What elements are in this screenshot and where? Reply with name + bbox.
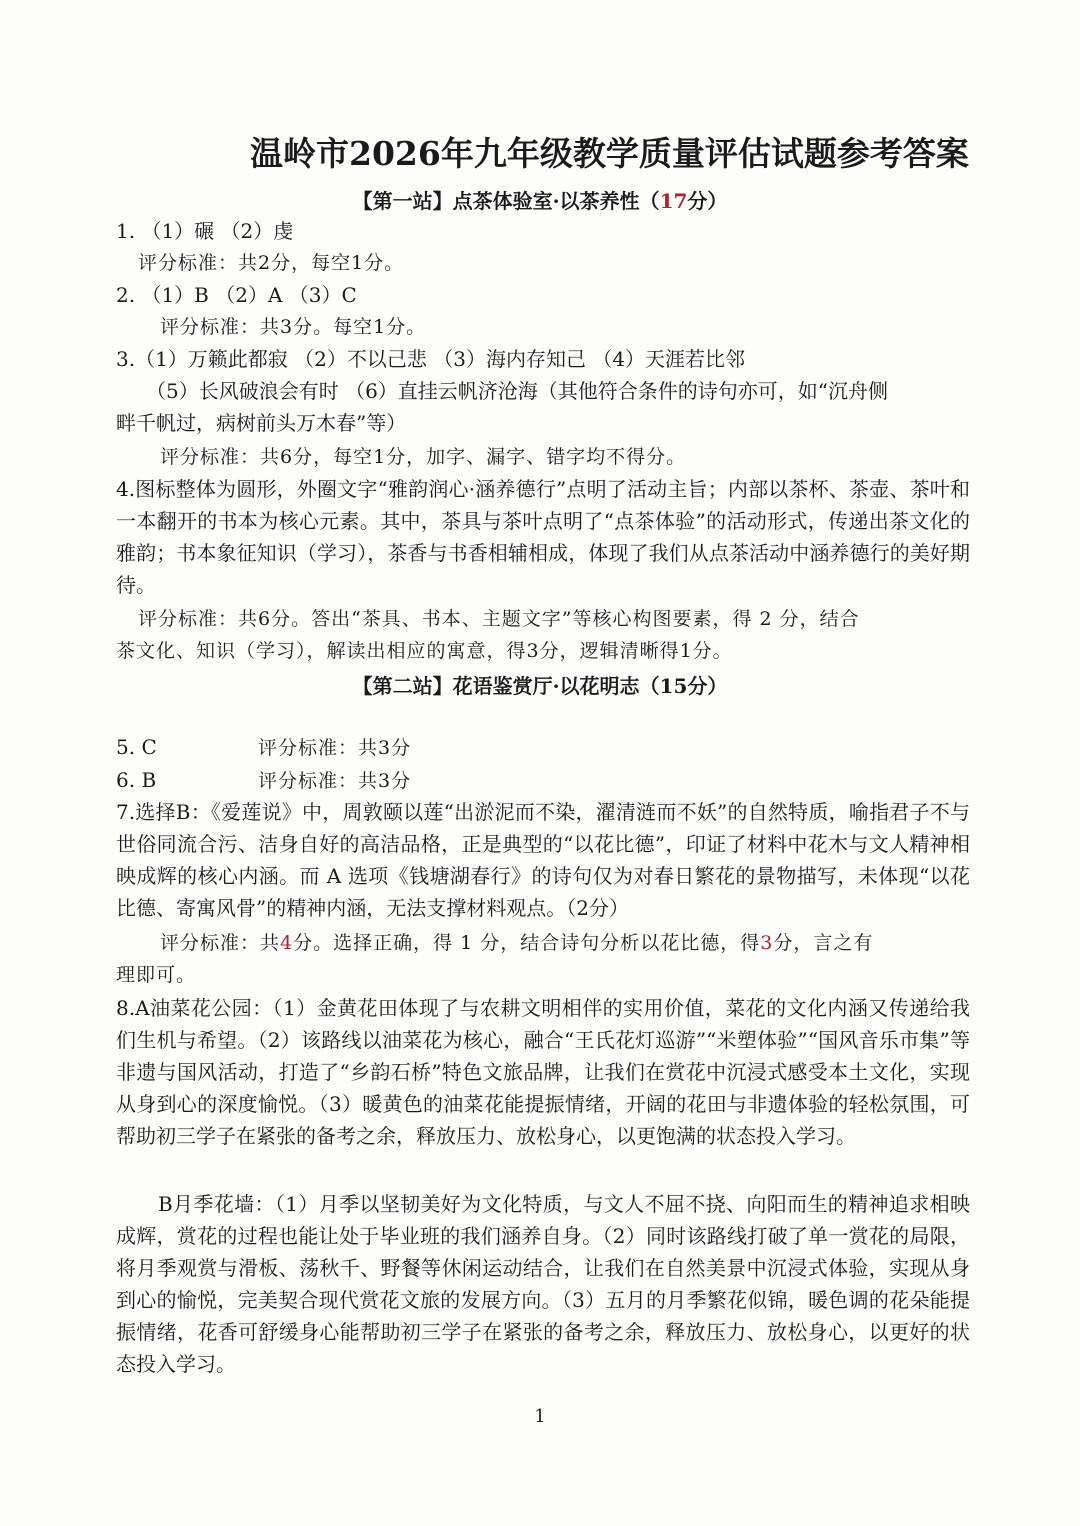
q6-scoring-standard: 评分标准：共3分 bbox=[258, 770, 412, 792]
q7-std-post: 分，言之有 bbox=[773, 932, 874, 954]
q4-scoring-standard-line-1: 评分标准：共6分。答出“茶具、书本、主题文字”等核心构图要素，得 2 分，结合 bbox=[138, 608, 860, 630]
q5-scoring-standard: 评分标准：共3分 bbox=[258, 737, 412, 759]
document-title: 温岭市2026年九年级教学质量评估试题参考答案 bbox=[250, 134, 969, 173]
section-1-score: 17 bbox=[659, 189, 688, 213]
section-1-heading bbox=[0, 185, 1080, 214]
q1-scoring-standard: 评分标准：共2分，每空1分。 bbox=[138, 252, 405, 274]
q2-scoring-standard: 评分标准：共3分。每空1分。 bbox=[160, 316, 427, 338]
q4-answer: 4.图标整体为圆形，外圈文字“雅韵润心·涵养德行”点明了活动主旨；内部以茶杯、茶壶、茶叶和一本翻开的书本为核心元素。其中，茶具与茶叶点明了“点茶体验”的活动形式，传递出茶文化的雅韵；书本象征知识（学习），茶香与书香相辅相成，体现了我们从点茶活动中涵养德行的美好期待。 bbox=[116, 477, 970, 597]
q7-std-analysis-score: 3 bbox=[760, 932, 774, 954]
q7-std-pre: 评分标准：共 bbox=[160, 932, 281, 954]
q7-std-total-score: 4 bbox=[280, 932, 294, 954]
q1-answer: 1. （1）碾 （2）虔 bbox=[116, 219, 294, 243]
section-1-title-post: 分） bbox=[687, 189, 728, 213]
q7-scoring-standard bbox=[160, 927, 873, 959]
q3-scoring-standard: 评分标准：共6分，每空1分，加字、漏字、错字均不得分。 bbox=[160, 446, 687, 468]
q4-scoring-standard-line-2: 茶文化、知识（学习），解读出相应的寓意，得3分，逻辑清晰得1分。 bbox=[116, 640, 733, 662]
q7-answer: 7.选择B：《爱莲说》中，周敦颐以莲“出淤泥而不染，濯清涟而不妖”的自然特质，喻指君子不与世俗同流合污、洁身自好的高洁品格，正是典型的“以花比德”，印证了材料中花木与文人精神相映成辉的核心内涵。而 A 选项《钱塘湖春行》的诗句仅为对春日繁花的景物描写，未体现“以花比德、寄寓风骨”的精神内涵，无法支撑材料观点。（2分） bbox=[116, 800, 970, 920]
q8-option-b: B月季花墙：（1）月季以坚韧美好为文化特质，与文人不屈不挠、向阳而生的精神追求相映成辉，赏花的过程也能让处于毕业班的我们涵养自身。（2）同时该路线打破了单一赏花的局限，将月季观赏与滑板、荡秋千、野餐等休闲运动结合，让我们在自然美景中沉浸式体验，实现从身到心的愉悦，完美契合现代赏花文旅的发展方向。（3）五月的月季繁花似锦，暖色调的花朵能提振情绪，花香可舒缓身心能帮助初三学子在紧张的备考之余，释放压力、放松身心，以更好的状态投入学习。 bbox=[116, 1192, 970, 1376]
q7-std-mid: 分。选择正确，得 1 分，结合诗句分析以花比德，得 bbox=[293, 932, 761, 954]
section-1-title-pre: 【第一站】点茶体验室·以茶养性（ bbox=[352, 189, 660, 213]
q3-answer-line-2: （5）长风破浪会有时 （6）直挂云帆济沧海（其他符合条件的诗句亦可，如“沉舟侧 bbox=[146, 379, 889, 403]
q3-answer-line-1: 3.（1）万籁此都寂 （2）不以己悲 （3）海内存知己 （4）天涯若比邻 bbox=[116, 347, 746, 371]
q2-answer: 2. （1）B （2）A （3）C bbox=[116, 283, 357, 307]
page-number: 1 bbox=[534, 1406, 546, 1427]
q3-answer-line-3: 畔千帆过，病树前头万木春”等） bbox=[116, 411, 407, 435]
section-2-heading: 【第二站】花语鉴赏厅·以花明志（15分） bbox=[352, 674, 728, 698]
q8-option-a: 8.A油菜花公园：（1）金黄花田体现了与农耕文明相伴的实用价值，菜花的文化内涵又传递给我们生机与希望。（2）该路线以油菜花为核心，融合“王氏花灯巡游”“米塑体验”“国风音乐市集”等非遗与国风活动，打造了“乡韵石桥”特色文旅品牌，让我们在赏花中沉浸式感受本土文化，实现从身到心的深度愉悦。（3）暖黄色的油菜花能提振情绪，开阔的花田与非遗体验的轻松氛围，可帮助初三学子在紧张的备考之余，释放压力、放松身心，以更饱满的状态投入学习。 bbox=[116, 996, 970, 1148]
q6-answer: 6. B bbox=[116, 768, 157, 792]
q7-scoring-standard-line-2: 理即可。 bbox=[116, 964, 197, 986]
q5-answer: 5. C bbox=[116, 735, 157, 759]
